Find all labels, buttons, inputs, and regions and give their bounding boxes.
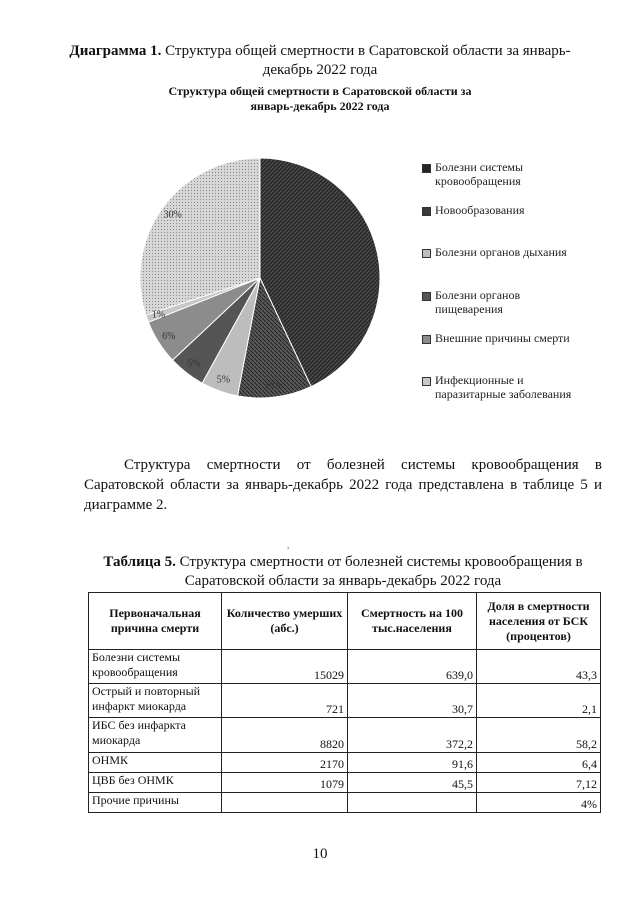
legend-marker-icon	[422, 292, 431, 301]
table-cell-rate: 30,7	[348, 684, 477, 718]
legend-label: Болезни органов дыхания	[435, 245, 567, 259]
chart-title: Структура общей смертности в Саратовской области за январь-декабрь 2022 года	[168, 84, 472, 113]
table-cell-name: Болезни системы кровообращения	[89, 650, 222, 684]
legend-marker-icon	[422, 249, 431, 258]
legend-item	[422, 203, 585, 217]
legend-marker-icon	[422, 377, 431, 386]
table-row	[89, 753, 601, 773]
legend-label: Болезни системы кровообращения	[435, 160, 524, 188]
legend-item	[422, 160, 585, 188]
table-cell-share: 4%	[477, 793, 601, 813]
legend-label: Болезни органов пищеварения	[435, 288, 521, 316]
pie-data-label: 1%	[151, 309, 166, 321]
table-cell-count: 2170	[222, 753, 348, 773]
table-header-cell: Доля в смертности населения от БСК (процентов)	[477, 593, 601, 650]
table-cell-name: Прочие причины	[89, 793, 222, 813]
table-row	[89, 773, 601, 793]
table-cell-rate: 91,6	[348, 753, 477, 773]
table-cell-name: ИБС без инфаркта миокарда	[89, 718, 222, 753]
table-cell-count: 15029	[222, 650, 348, 684]
table-cell-rate: 639,0	[348, 650, 477, 684]
table-cell-share: 7,12	[477, 773, 601, 793]
legend-marker-icon	[422, 335, 431, 344]
pie-data-label: 5%	[216, 374, 231, 386]
pie-data-label: 30%	[163, 209, 182, 221]
legend-label: Инфекционные и паразитарные заболевания	[435, 373, 572, 401]
table-row	[89, 650, 601, 684]
pie-chart	[130, 150, 390, 420]
table-cell-count: 721	[222, 684, 348, 718]
table-row	[89, 718, 601, 753]
table-cell-rate	[348, 793, 477, 813]
body-paragraph: Структура смертности от болезней системы кровообращения в Саратовской области за январь-декабрь 2022 года представлена в таблице 5 и диаграмме 2.	[84, 457, 602, 513]
legend-item	[422, 245, 585, 259]
table-cell-rate: 372,2	[348, 718, 477, 753]
table-cell-count: 8820	[222, 718, 348, 753]
table-row	[89, 793, 601, 813]
legend-item	[422, 373, 585, 401]
table-caption	[84, 553, 602, 591]
page-number: 10	[312, 846, 328, 862]
table-cell-name: ОНМК	[89, 753, 222, 773]
diagram-caption	[60, 42, 580, 80]
table-header-row	[89, 593, 601, 650]
table-cell-share: 2,1	[477, 684, 601, 718]
table-cell-name: Острый и повторный инфаркт миокарда	[89, 684, 222, 718]
table-row	[89, 684, 601, 718]
diagram-caption-text: Структура общей смертности в Саратовской области за январь-декабрь 2022 года	[165, 43, 571, 78]
table-header-cell: Количество умерших (абс.)	[222, 593, 348, 650]
table-caption-text: Структура смертности от болезней системы кровообращения в Саратовской области за январь-декабрь 2022 года	[179, 554, 583, 589]
pie-data-label: 10%	[264, 380, 283, 392]
legend-marker-icon	[422, 207, 431, 216]
legend-marker-icon	[422, 164, 431, 173]
pie-data-label: 6%	[162, 330, 176, 342]
legend-item	[422, 288, 585, 316]
table-cell-share: 43,3	[477, 650, 601, 684]
data-table	[88, 592, 601, 813]
pie-data-label: 5%	[187, 358, 201, 370]
table-cell-name: ЦВБ без ОНМК	[89, 773, 222, 793]
table-caption-label: Таблица 5.	[103, 554, 176, 570]
table-cell-share: 6,4	[477, 753, 601, 773]
diagram-caption-label: Диаграмма 1.	[69, 43, 162, 59]
table-header-cell: Смертность на 100 тыс.населения	[348, 593, 477, 650]
table-cell-rate: 45,5	[348, 773, 477, 793]
table-cell-share: 58,2	[477, 718, 601, 753]
table-cell-count	[222, 793, 348, 813]
stray-mark: ,	[287, 540, 290, 550]
table-cell-count: 1079	[222, 773, 348, 793]
legend-label: Внешние причины смерти	[435, 331, 570, 345]
legend-label: Новообразования	[435, 203, 525, 217]
table-header-cell: Первоначальная причина смерти	[89, 593, 222, 650]
legend-item	[422, 331, 585, 345]
